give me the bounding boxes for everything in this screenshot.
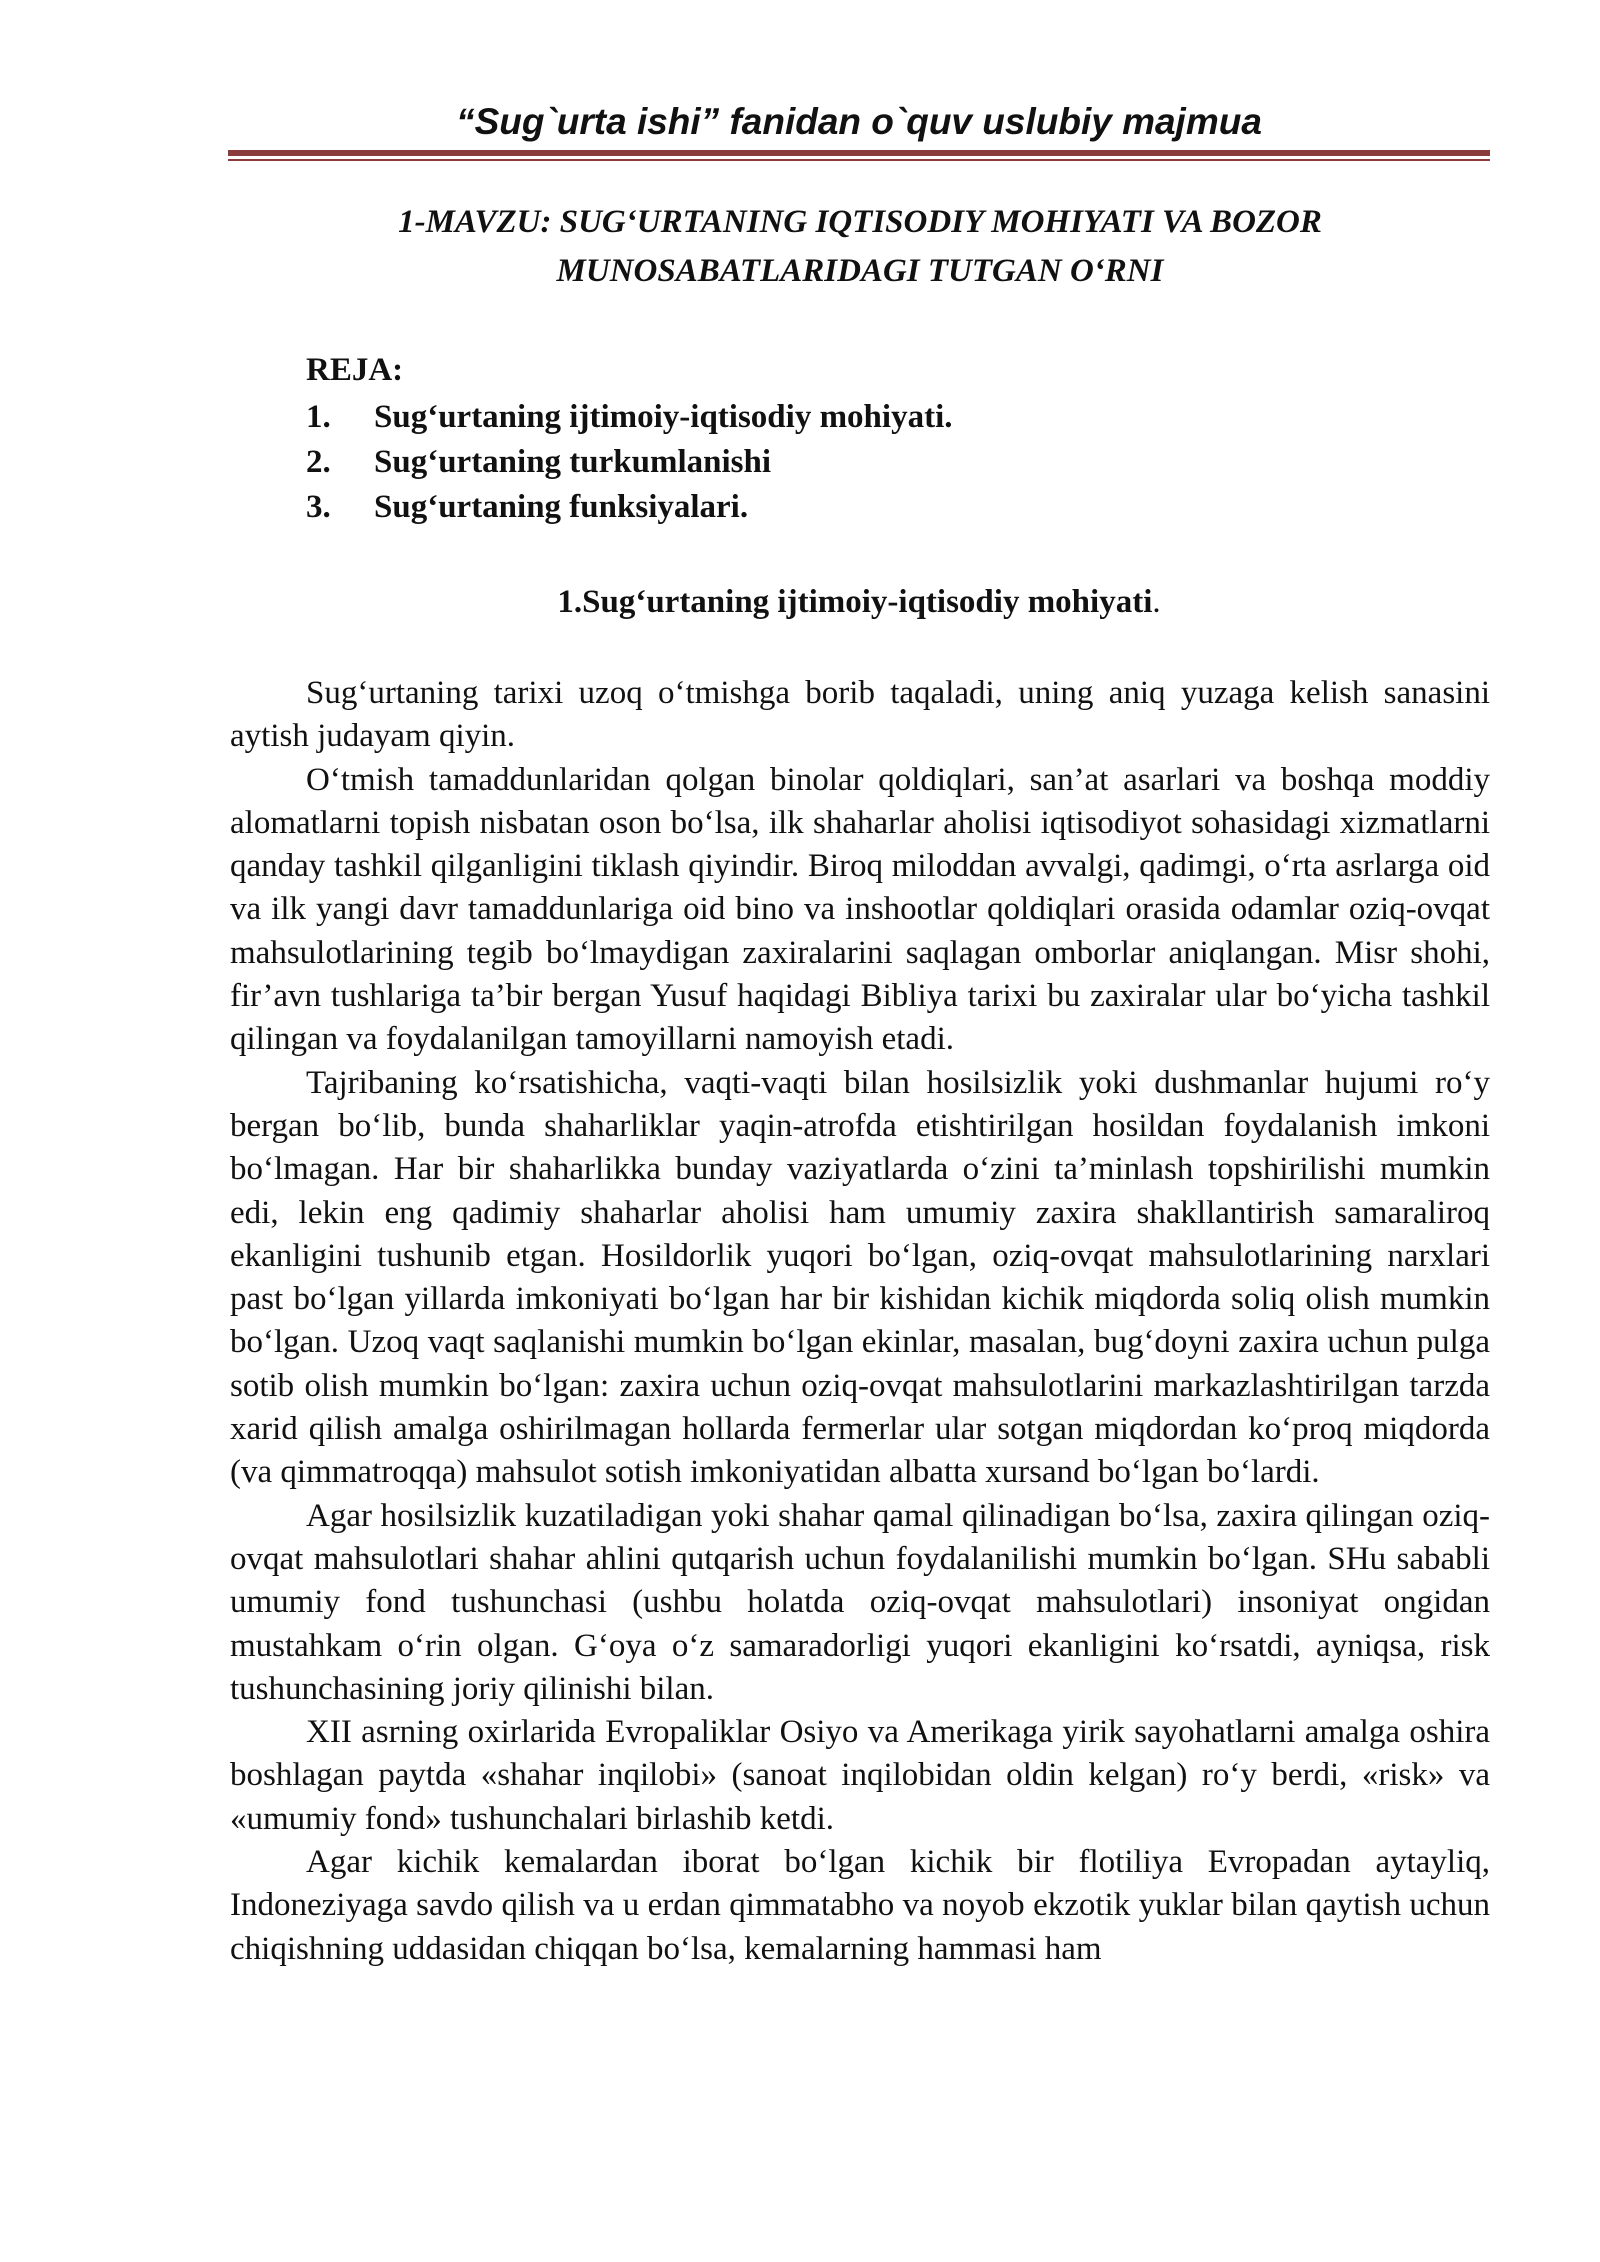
topic-title: [260, 198, 1460, 296]
header-rule-thick: [228, 150, 1490, 156]
plan-item-number: 3.: [306, 489, 331, 525]
paragraph: Agar kichik kemalardan iborat bo‘lgan kichik bir flotiliya Evropadan aytayliq, Indoneziyaga savdo qilish va u erdan qimmatabho va noyob ekzotik yuklar bilan qaytish uchun chiqishning uddasidan chiqqan bo‘lsa, kemalarning hammasi ham: [230, 1844, 1490, 1967]
running-header: “Sug`urta ishi” fanidan o`quv uslubiy majmua: [456, 101, 1262, 142]
plan-item: [306, 485, 952, 530]
topic-title-line-2: MUNOSABATLARIDAGI TUTGAN O‘RNI: [556, 253, 1164, 289]
section-heading-text: 1.Sug‘urtaning ijtimoiy-iqtisodiy mohiyati: [557, 584, 1153, 620]
section-heading-period: .: [1152, 584, 1161, 620]
plan-item-number: 2.: [306, 444, 331, 480]
plan-item-text: Sug‘urtaning turkumlanishi: [374, 444, 772, 480]
header-rule-thin: [228, 159, 1490, 161]
plan-item: [306, 440, 952, 485]
paragraph: Sug‘urtaning tarixi uzoq o‘tmishga borib taqaladi, uning aniq yuzaga kelish sanasini aytish judayam qiyin.: [230, 675, 1490, 755]
paragraph: O‘tmish tamaddunlaridan qolgan binolar qoldiqlari, san’at asarlari va boshqa moddiy alomatlarni topish nisbatan oson bo‘lsa, ilk shaharlar aholisi iqtisodiyot sohasidagi xizmatlarni qanday tashkil qilganligini tiklash qiyindir. Biroq miloddan avvalgi, qadimgi, o‘rta asrlarga oid va ilk yangi davr tamaddunlariga oid bino va inshootlar qoldiqlari orasida odamlar oziq-ovqat mahsulotlarining tegib bo‘lmaydigan zaxiralarini saqlagan omborlar aniqlangan. Misr shohi, fir’avn tushlariga ta’bir bergan Yusuf haqidagi Bibliya tarixi bu zaxiralar ular bo‘yicha tashkil qilingan va foydalanilgan tamoyillarni namoyish etadi.: [230, 761, 1490, 1058]
plan-item: [306, 395, 952, 440]
header-rule: [228, 150, 1490, 164]
paragraph: XII asrning oxirlarida Evropaliklar Osiyo va Amerikaga yirik sayohatlarni amalga oshira boshlagan paytda «shahar inqilobi» (sanoat inqilobidan oldin kelgan) ro‘y berdi, «risk» va «umumiy fond» tushunchalari birlashib ketdi.: [230, 1714, 1490, 1837]
section-heading: [228, 580, 1490, 625]
plan-item-text: Sug‘urtaning ijtimoiy-iqtisodiy mohiyati.: [374, 399, 953, 435]
paragraph: Agar hosilsizlik kuzatiladigan yoki shahar qamal qilinadigan bo‘lsa, zaxira qilingan oziq-ovqat mahsulotlari shahar ahlini qutqarish uchun foydalanilishi mumkin bo‘lgan. SHu sababli umumiy fond tushunchasi (ushbu holatda oziq-ovqat mahsulotlari) insoniyat ongidan mustahkam o‘rin olgan. G‘oya o‘z samaradorligi yuqori ekanligini ko‘rsatdi, ayniqsa, risk tushunchasining joriy qilinishi bilan.: [230, 1497, 1490, 1707]
topic-title-line-1: 1-MAVZU: SUG‘URTANING IQTISODIY MOHIYATI VA BOZOR: [398, 204, 1322, 240]
paragraph: Tajribaning ko‘rsatishicha, vaqti-vaqti bilan hosilsizlik yoki dushmanlar hujumi ro‘y bergan bo‘lib, bunda shaharliklar yaqin-atrofda etishtirilgan hosildan foydalanish imkoni bo‘lmagan. Har bir shaharlikka bunday vaziyatlarda o‘zini ta’minlash topshirilishi mumkin edi, lekin eng qadimiy shaharlar aholisi ham umumiy zaxira shakllantirish samaraliroq ekanligini tushunib etgan. Hosildorlik yuqori bo‘lgan, oziq-ovqat mahsulotlarining narxlari past bo‘lgan yillarda imkoniyati bo‘lgan har bir kishidan kichik miqdorda soliq olish mumkin bo‘lgan. Uzoq vaqt saqlanishi mumkin bo‘lgan ekinlar, masalan, bug‘doyni zaxira uchun pulga sotib olish mumkin bo‘lgan: zaxira uchun oziq-ovqat mahsulotlarini markazlashtirilgan tarzda xarid qilish amalga oshirilmagan hollarda fermerlar ular sotgan miqdordan ko‘proq miqdorda (va qimmatroqqa) mahsulot sotish imkoniyatidan albatta xursand bo‘lgan bo‘lardi.: [230, 1064, 1490, 1491]
body-text: [230, 672, 1490, 1971]
plan-item-text: Sug‘urtaning funksiyalari.: [374, 489, 749, 525]
plan-heading: REJA:: [306, 352, 404, 388]
plan-block: [306, 348, 952, 530]
plan-item-number: 1.: [306, 399, 331, 435]
